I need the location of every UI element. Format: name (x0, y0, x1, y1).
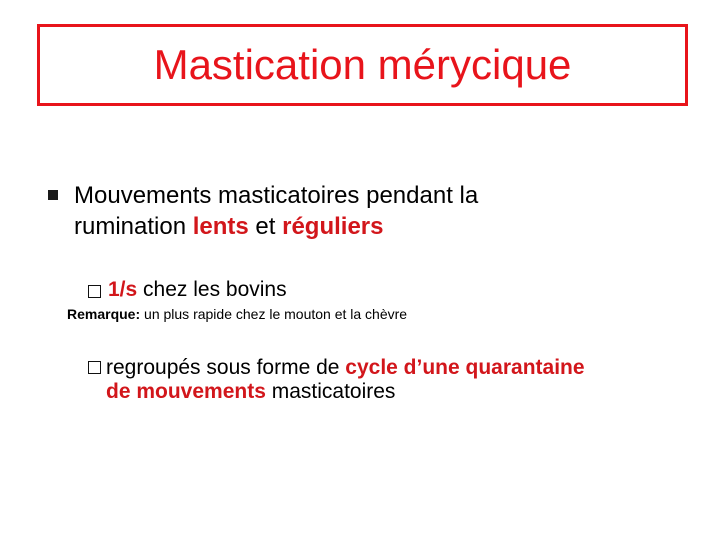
sub-bullet-2-text-a: regroupés sous forme de (106, 356, 346, 379)
hollow-square-bullet-icon (88, 285, 101, 298)
emphasis-rate: 1/s (108, 278, 138, 301)
hollow-square-bullet-icon (88, 361, 101, 374)
sub-bullet-1 (108, 276, 287, 304)
remark-line (67, 306, 407, 322)
slide-title: Mastication mérycique (153, 41, 572, 88)
sub-bullet-2-line-2 (106, 378, 395, 406)
bullet-1-text-b: et (248, 213, 283, 240)
remark-label: Remarque: (67, 306, 141, 322)
bullet-1-text-a: rumination (74, 213, 193, 240)
bullet-1-line-1: Mouvements masticatoires pendant la (74, 182, 479, 209)
remark-text: un plus rapide chez le mouton et la chèvre (140, 306, 408, 322)
sub-bullet-2-text-b: masticatoires (265, 380, 396, 403)
emphasis-lents: lents (192, 213, 249, 240)
emphasis-cycle: cycle d’une quarantaine (345, 356, 585, 379)
bullet-1-line-2 (74, 213, 384, 241)
square-bullet-icon (48, 190, 58, 200)
title-box (37, 24, 688, 106)
sub-bullet-1-text: chez les bovins (137, 278, 287, 301)
emphasis-reguliers: réguliers (282, 213, 384, 240)
emphasis-mouvements: de mouvements (106, 380, 266, 403)
